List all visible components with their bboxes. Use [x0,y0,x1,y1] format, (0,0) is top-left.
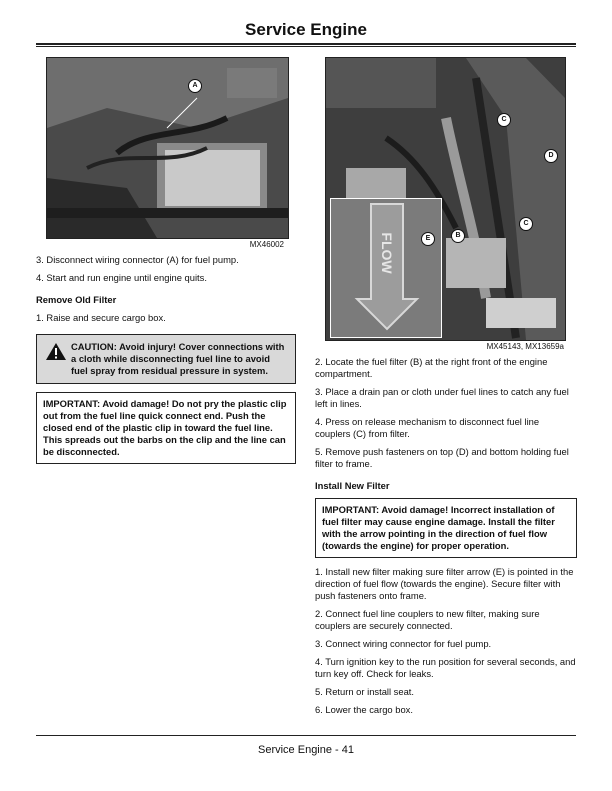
step-3-disconnect: 3. Disconnect wiring connector (A) for fuel pump. [36,254,239,265]
right-column [315,356,577,722]
install-step-3: 3. Connect wiring connector for fuel pump. [315,638,492,649]
header-rule-thin [36,46,576,47]
caution-box [36,334,296,384]
heading-remove-old-filter: Remove Old Filter [36,294,117,305]
step-1-raise-box: 1. Raise and secure cargo box. [36,312,166,323]
callout-b: B [451,229,465,243]
caution-rest: a cloth while disconnecting fuel line to avoid fuel spray from residual pressure in system. [71,353,270,376]
important-box-clip: IMPORTANT: Avoid damage! Do not pry the plastic clip out from the fuel line quick connect end. Push the closed end of the plastic clip in toward the fuel line. This spreads out the barbs on the clip and the line can be disconnected. [36,392,296,464]
left-photo [46,57,289,239]
heading-install-new-filter: Install New Filter [315,480,390,491]
install-step-5: 5. Return or install seat. [315,686,415,697]
step-2-locate-filter: 2. Locate the fuel filter (B) at the right front of the engine compartment. [315,356,548,379]
footer-rule [36,735,576,736]
flow-inset [330,198,442,338]
warning-triangle-icon [45,342,67,361]
install-step-1: 1. Install new filter making sure filter arrow (E) is pointed in the direction of fuel flow (towards the engine). Secure filter with push fasteners onto frame. [315,566,574,601]
callout-c-top: C [497,113,511,127]
right-photo-caption: MX45143, MX13659a [486,342,564,351]
left-column [36,254,296,472]
callout-e: E [421,232,435,246]
step-4-release-couplers: 4. Press on release mechanism to disconnect fuel line couplers (C) from filter. [315,416,540,439]
install-step-6: 6. Lower the cargo box. [315,704,413,715]
important-box-install: IMPORTANT: Avoid damage! Incorrect installation of fuel filter may cause engine damage. Install the filter with the arrow pointing in the direction of fuel flow (towards the engine) for proper operation. [315,498,577,558]
caution-prefix: CAUTION: Avoid injury! Cover connections with [71,341,285,352]
page-title: Service Engine [245,20,367,39]
engine-wiring-illustration [47,58,288,238]
callout-a: A [188,79,202,93]
right-photo [325,57,566,341]
install-step-4: 4. Turn ignition key to the run position for several seconds, and turn key off. Check for leaks. [315,656,576,679]
step-4-run-engine: 4. Start and run engine until engine quits. [36,272,207,283]
callout-d: D [544,149,558,163]
header-rule [36,43,576,45]
callout-c-bottom: C [519,217,533,231]
flow-inset-text: FLOW [379,232,395,274]
left-photo-caption: MX46002 [249,240,284,249]
step-5-push-fasteners: 5. Remove push fasteners on top (D) and bottom holding fuel filter to frame. [315,446,569,469]
install-step-2: 2. Connect fuel line couplers to new filter, making sure couplers are securely connected. [315,608,540,631]
step-3-drain-pan: 3. Place a drain pan or cloth under fuel lines to catch any fuel left in lines. [315,386,569,409]
page-footer: Service Engine - 41 [258,744,354,756]
